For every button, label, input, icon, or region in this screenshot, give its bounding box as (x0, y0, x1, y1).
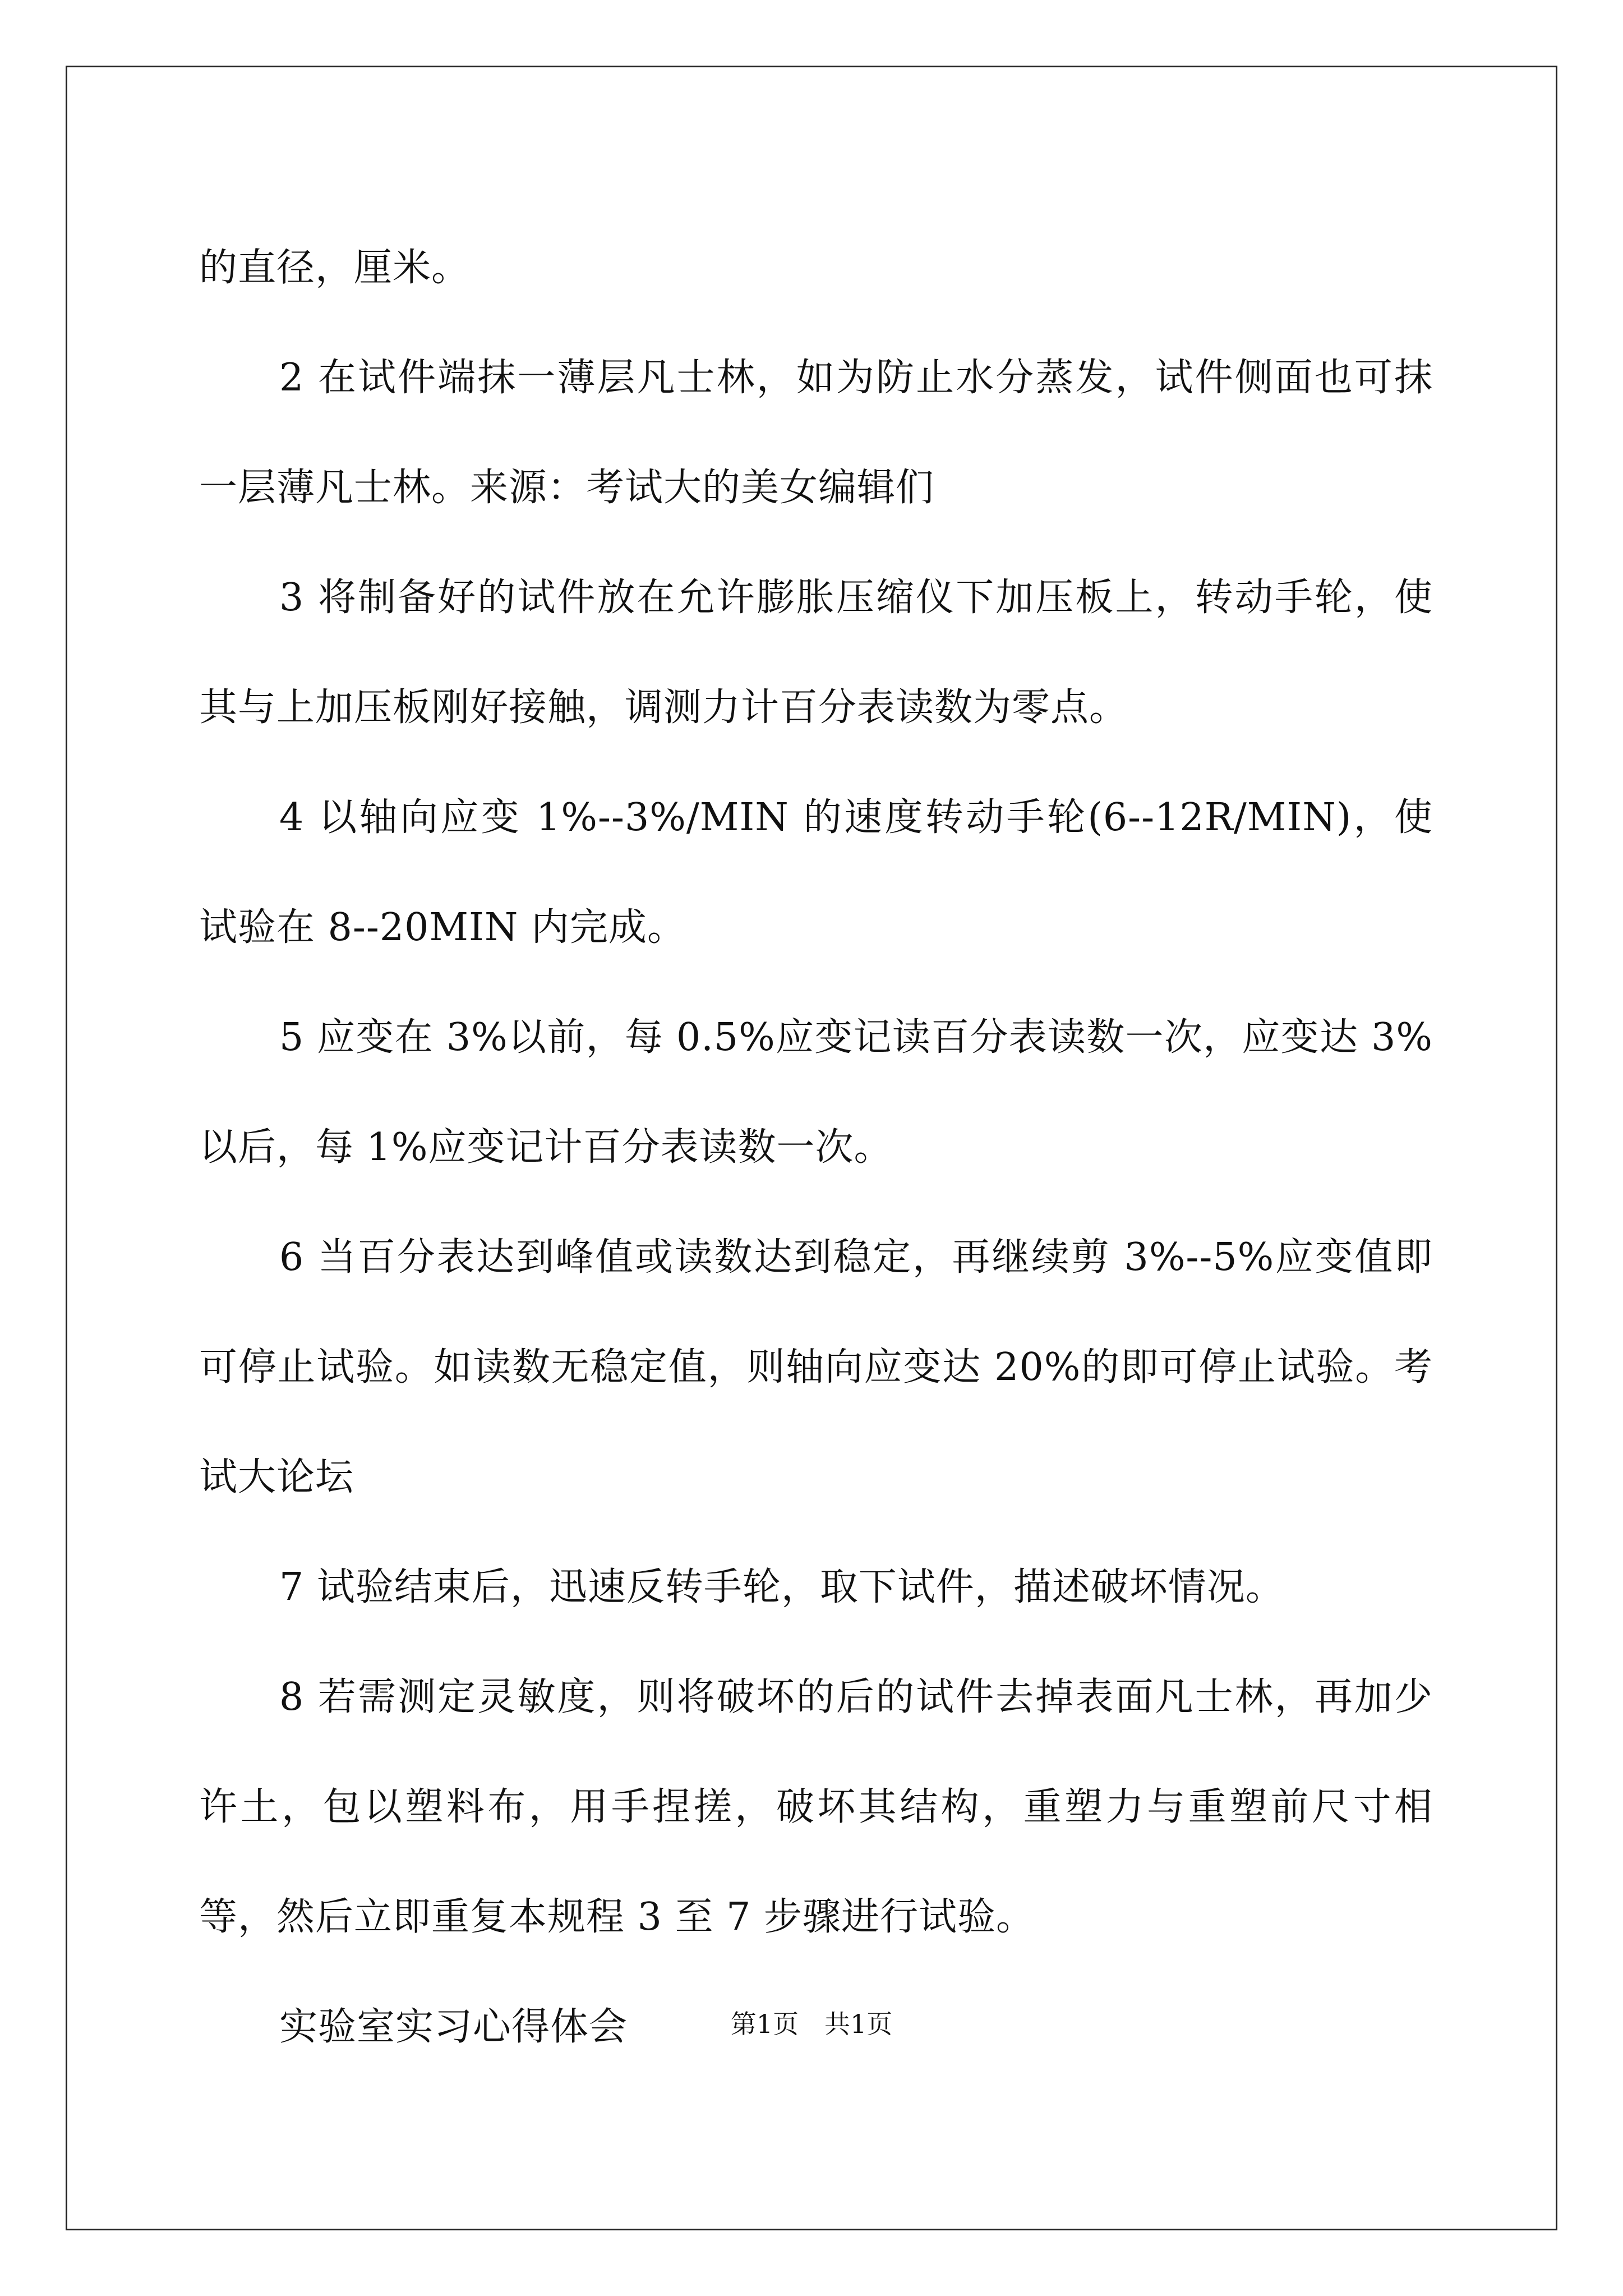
document-body (199, 213, 1433, 2082)
paragraph-8: 8 若需测定灵敏度，则将破坏的后的试件去掉表面凡士林，再加少许土，包以塑料布，用手捏搓，破坏其结构，重塑力与重塑前尺寸相等，然后立即重复本规程 3 至 7 步骤进行试验。 (199, 1675, 1433, 1939)
page-number-footer: 第1页 共1页 (730, 2009, 893, 2039)
paragraph-2: 2 在试件端抹一薄层凡士林，如为防止水分蒸发，试件侧面也可抹一层薄凡士林。来源：考试大的美女编辑们 (199, 356, 1433, 510)
paragraph-3: 3 将制备好的试件放在允许膨胀压缩仪下加压板上，转动手轮，使其与上加压板刚好接触，调测力计百分表读数为零点。 (199, 576, 1433, 730)
paragraph-1: 的直径，厘米。 (199, 246, 471, 290)
section-heading: 实验室实习心得体会 (279, 2005, 628, 2049)
paragraph-4: 4 以轴向应变 1%--3%/MIN 的速度转动手轮(6--12R/MIN)，使试验在 8--20MIN 内完成。 (199, 795, 1433, 950)
paragraph-6: 6 当百分表达到峰值或读数达到稳定，再继续剪 3%--5%应变值即可停止试验。如读数无稳定值，则轴向应变达 20%的即可停止试验。考试大论坛 (199, 1235, 1433, 1499)
paragraph-5: 5 应变在 3%以前，每 0.5%应变记读百分表读数一次，应变达 3%以后，每 1%应变记计百分表读数一次。 (199, 1015, 1433, 1170)
paragraph-7: 7 试验结束后，迅速反转手轮，取下试件，描述破坏情况。 (279, 1565, 1284, 1609)
